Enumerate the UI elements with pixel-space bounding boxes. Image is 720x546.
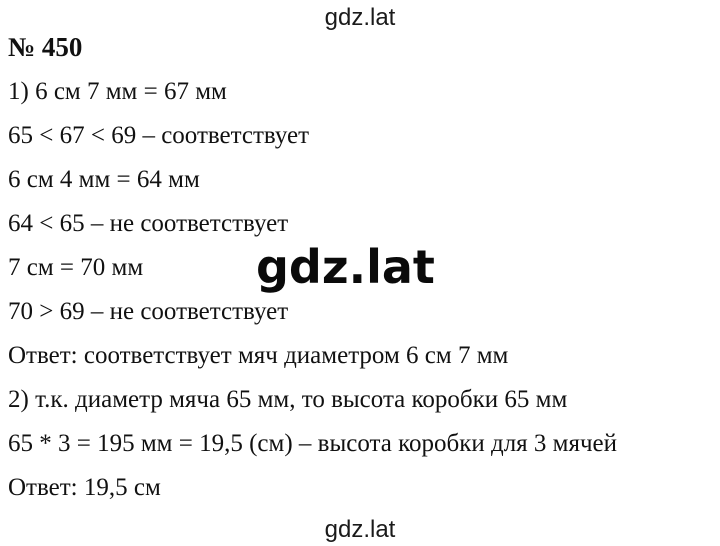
watermark-bottom: gdz.lat: [324, 516, 396, 543]
watermark-center: gdz.lat: [256, 240, 435, 294]
solution-line-4: 64 < 65 – не соответствует: [8, 210, 289, 237]
solution-line-2: 65 < 67 < 69 – соответствует: [8, 122, 310, 149]
watermark-top: gdz.lat: [324, 4, 396, 31]
answer-line-2: Ответ: 19,5 см: [8, 474, 161, 501]
problem-number: № 450: [8, 32, 83, 62]
solution-line-6: 70 > 69 – не соответствует: [8, 298, 289, 325]
solution-line-1: 1) 6 см 7 мм = 67 мм: [8, 78, 227, 105]
answer-line-1: Ответ: соответствует мяч диаметром 6 см 7 мм: [8, 342, 509, 369]
solution-line-3: 6 см 4 мм = 64 мм: [8, 166, 200, 193]
solution-line-7: 2) т.к. диаметр мяча 65 мм, то высота коробки 65 мм: [8, 386, 568, 413]
solution-line-8: 65 * 3 = 195 мм = 19,5 (см) – высота коробки для 3 мячей: [8, 430, 618, 457]
solution-line-5: 7 см = 70 мм: [8, 254, 144, 281]
